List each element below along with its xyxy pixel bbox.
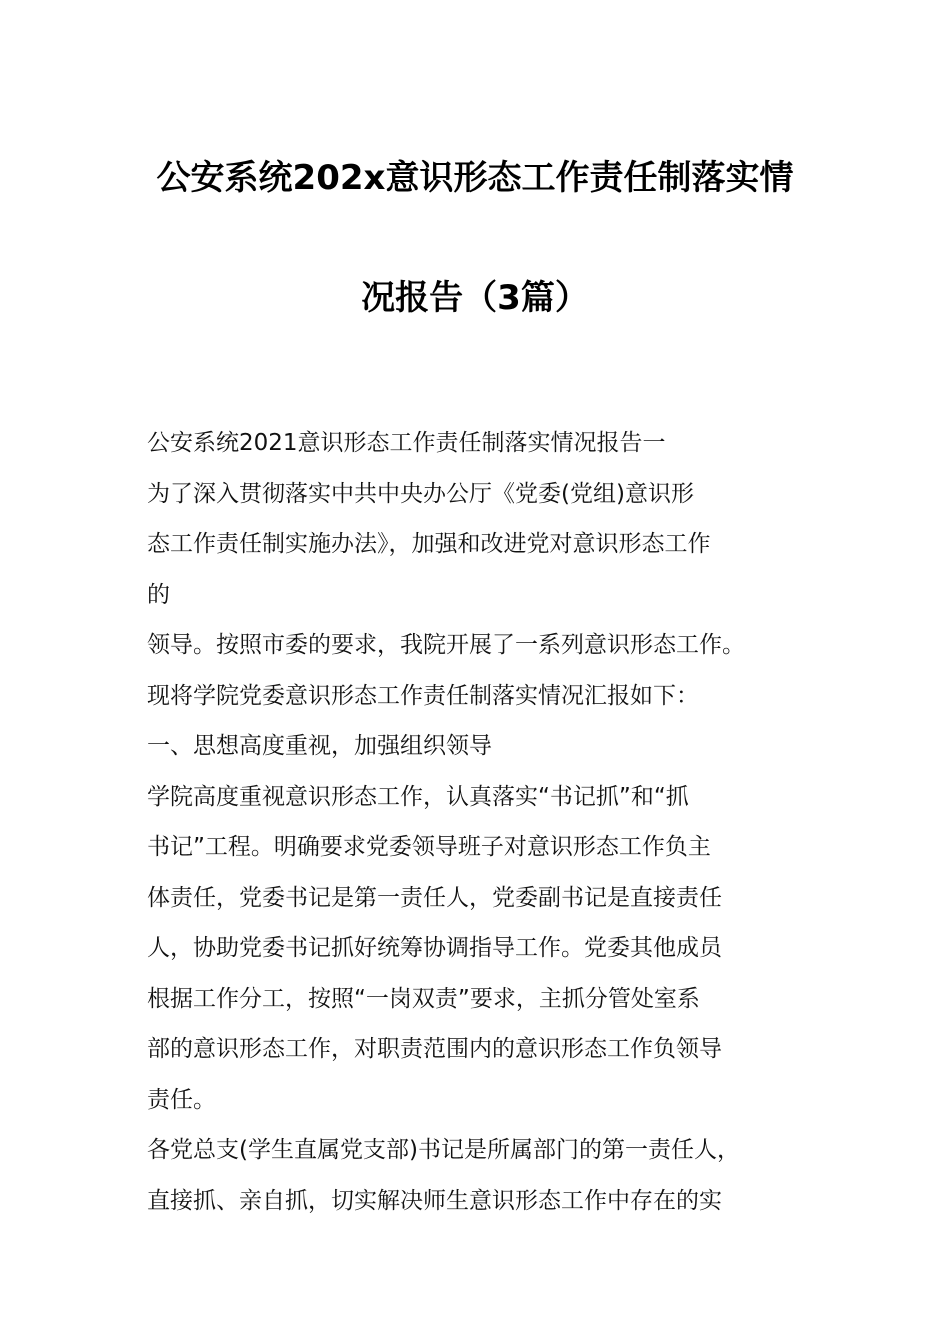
document-title-line-2: 况报告（3篇） bbox=[361, 278, 589, 318]
body-line: 态工作责任制实施办法》，加强和改进党对意识形态工作 bbox=[147, 531, 711, 557]
body-line: 人，协助党委书记抓好统筹协调指导工作。党委其他成员 bbox=[147, 935, 722, 961]
body-line: 公安系统2021意识形态工作责任制落实情况报告一 bbox=[147, 430, 666, 456]
body-line: 现将学院党委意识形态工作责任制落实情况汇报如下： bbox=[147, 682, 699, 709]
body-line: 领导。按照市委的要求，我院开展了一系列意识形态工作。 bbox=[147, 632, 745, 658]
section-heading: 一、思想高度重视，加强组织领导 bbox=[147, 733, 492, 759]
body-line: 的 bbox=[147, 581, 170, 608]
body-line: 体责任，党委书记是第一责任人，党委副书记是直接责任 bbox=[147, 884, 722, 911]
body-line: 根据工作分工，按照“一岗双责”要求，主抓分管处室系 bbox=[147, 985, 700, 1012]
body-line: 各党总支(学生直属党支部)书记是所属部门的第一责任人， bbox=[147, 1137, 740, 1163]
document-body bbox=[147, 418, 807, 1226]
body-line: 部的意识形态工作，对职责范围内的意识形态工作负领导 bbox=[147, 1036, 722, 1062]
body-line: 责任。 bbox=[147, 1086, 216, 1113]
body-line: 学院高度重视意识形态工作，认真落实“书记抓”和“抓 bbox=[147, 783, 689, 810]
body-line: 直接抓、亲自抓，切实解决师生意识形态工作中存在的实 bbox=[147, 1187, 722, 1214]
document-title-line-1: 公安系统202x意识形态工作责任制落实情 bbox=[156, 158, 794, 198]
body-line: 书记”工程。明确要求党委领导班子对意识形态工作负主 bbox=[147, 834, 711, 860]
body-line: 为了深入贯彻落实中共中央办公厅《党委(党组)意识形 bbox=[147, 480, 694, 507]
